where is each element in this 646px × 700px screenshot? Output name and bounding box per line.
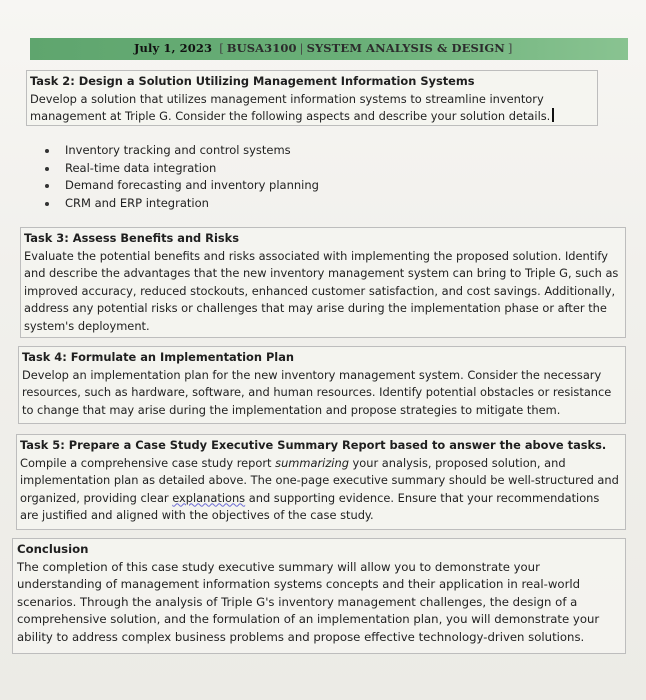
- task5-section[interactable]: [16, 434, 626, 530]
- task5-title: Task 5: Prepare a Case Study Executive Summary Report based to answer the above tasks.: [20, 438, 607, 452]
- header-course-code: BUSA3100: [226, 41, 297, 55]
- bullet-icon: [45, 202, 49, 206]
- task5-body-part: your analysis, proposed solution, and implementation plan as detailed above. The one-page executive summary should be well-structured and organized, providing clear: [20, 455, 619, 505]
- task4-section[interactable]: [18, 346, 626, 424]
- task2-body-text: Develop a solution that utilizes management information systems to streamline inventory management at Triple G. Consider the following aspects and describe your solution details.: [30, 91, 551, 123]
- task5-body-part: and supporting evidence. Ensure that your recommendations are justified and aligned with the objectives of the case study.: [20, 490, 600, 522]
- list-item: [37, 177, 357, 195]
- bullet-icon: [45, 149, 49, 153]
- list-item-text: CRM and ERP integration: [65, 195, 209, 210]
- aspects-list: [37, 142, 357, 212]
- page-header: [134, 41, 515, 55]
- task4-title: Task 4: Formulate an Implementation Plan: [22, 350, 295, 364]
- task5-body-emphasis: summarizing: [275, 455, 349, 470]
- conclusion-section[interactable]: [12, 538, 626, 654]
- spellcheck-word[interactable]: explanations: [172, 490, 246, 505]
- header-separator: |: [299, 41, 304, 55]
- task5-body: [20, 455, 621, 525]
- text-cursor: [552, 108, 554, 122]
- header-course-title: SYSTEM ANALYSIS & DESIGN: [306, 41, 505, 55]
- task5-body-part: Compile a comprehensive case study report: [20, 455, 276, 470]
- header-separator: ]: [507, 41, 513, 55]
- list-item-text: Inventory tracking and control systems: [65, 143, 291, 157]
- task4-body: Develop an implementation plan for the new inventory management system. Consider the necessary resources, such as hardware, software, and human resources. Identify potential obstacles or resistance to change that may arise during the implementation and propose strategies to mitigate them.: [22, 367, 612, 417]
- list-item: [37, 160, 357, 178]
- list-item: [37, 142, 357, 160]
- task2-body: [30, 91, 592, 126]
- conclusion-body: The completion of this case study executive summary will allow you to demonstrate your understanding of management information systems concepts and their application in real-world scenarios. Through the analysis of Triple G's inventory management challenges, the design of a comprehensive solution, and the formulation of an implementation plan, you will demonstrate your ability to address complex business problems and propose effective technology-driven solutions.: [17, 559, 600, 644]
- bullet-icon: [45, 184, 49, 188]
- task2-title: Task 2: Design a Solution Utilizing Management Information Systems: [30, 74, 475, 88]
- bullet-icon: [45, 167, 49, 171]
- task3-body: Evaluate the potential benefits and risks associated with implementing the proposed solution. Identify and describe the advantages that the new inventory management system can bring to Triple G, such as improved accuracy, reduced stockouts, enhanced customer satisfaction, and cost savings. Additionally, address any potential risks or challenges that may arise during the implementation phase or after the system's deployment.: [24, 248, 619, 333]
- task3-section[interactable]: [20, 227, 626, 338]
- header-separator: [: [219, 41, 224, 55]
- header-date: July 1, 2023: [134, 41, 213, 55]
- list-item-text: Real-time data integration: [65, 160, 217, 175]
- list-item-text: Demand forecasting and inventory planning: [65, 178, 319, 192]
- task2-section[interactable]: [26, 70, 598, 126]
- list-item: [37, 195, 357, 213]
- conclusion-title: Conclusion: [17, 542, 89, 556]
- task3-title: Task 3: Assess Benefits and Risks: [24, 231, 239, 245]
